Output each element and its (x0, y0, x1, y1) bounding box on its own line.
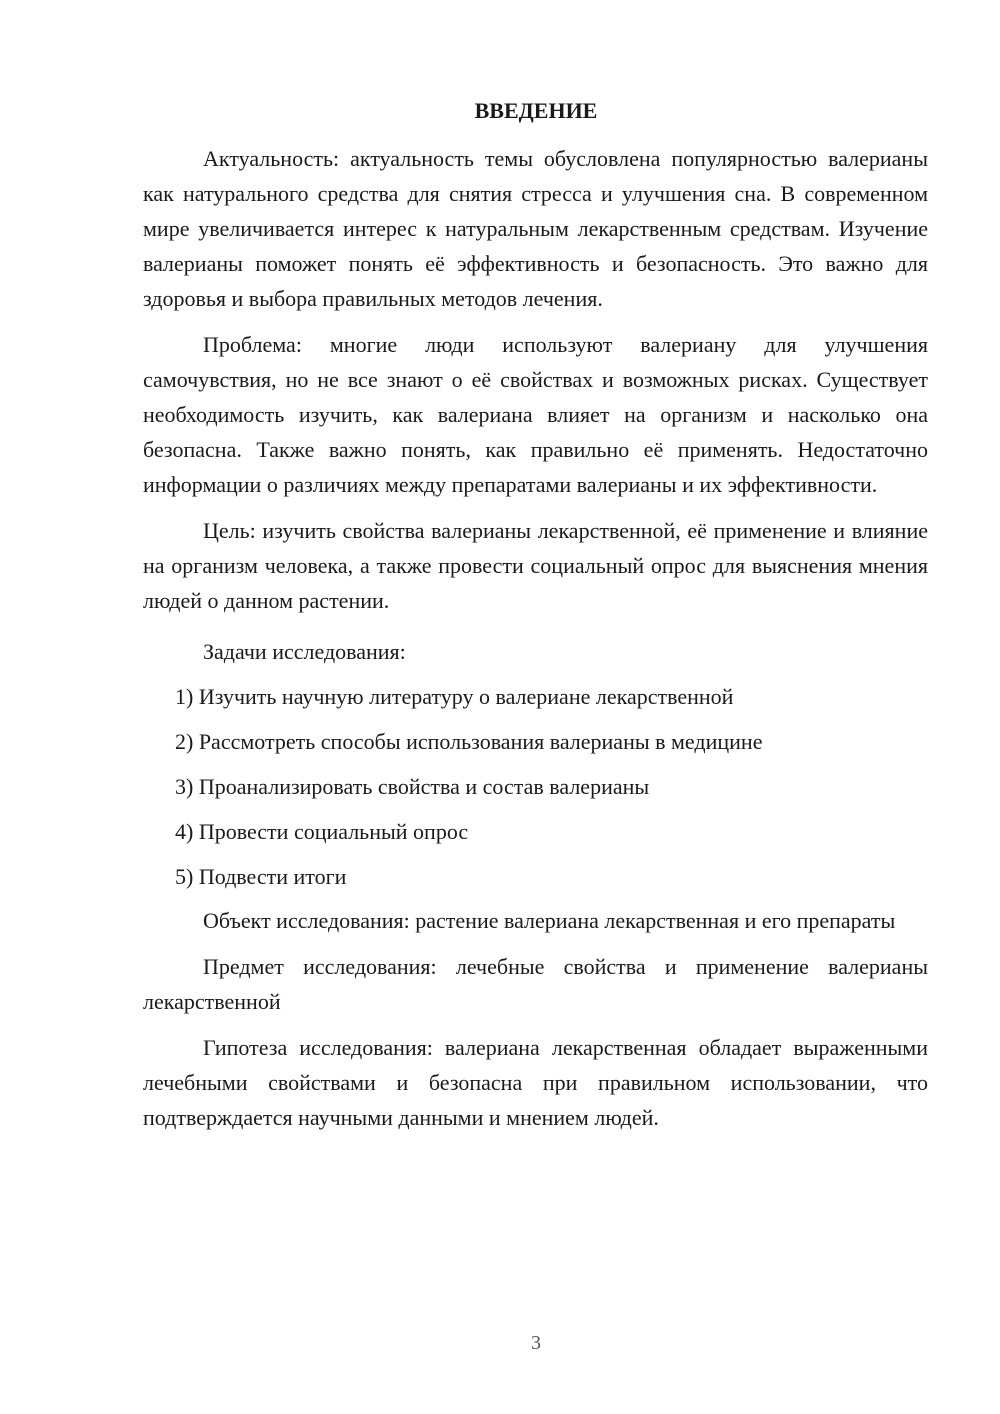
relevance-paragraph: Актуальность: актуальность темы обусловлена популярностью валерианы как натурального средства для снятия стресса и улучшения сна. В современном мире увеличивается интерес к натуральным лекарственным средствам. Изучение валерианы поможет понять её эффективность и безопасность. Это важно для здоровья и выбора правильных методов лечения. (143, 146, 928, 311)
page-number: 3 (531, 1332, 541, 1354)
hypothesis-paragraph: Гипотеза исследования: валериана лекарственная обладает выраженными лечебными свойствами и безопасна при правильном использовании, что подтверждается научными данными и мнением людей. (143, 1035, 928, 1130)
task-item: 1) Изучить научную литературу о валериане лекарственной (175, 684, 734, 709)
goal-paragraph: Цель: изучить свойства валерианы лекарственной, её применение и влияние на организм человека, а также провести социальный опрос для выяснения мнения людей о данном растении. (143, 518, 928, 613)
page-title: ВВЕДЕНИЕ (474, 98, 598, 123)
page-body (143, 141, 928, 1135)
tasks-heading: Задачи исследования: (203, 639, 406, 664)
object-paragraph: Объект исследования: растение валериана лекарственная и его препараты (203, 908, 896, 933)
subject-paragraph: Предмет исследования: лечебные свойства и применение валерианы лекарственной (143, 954, 928, 1014)
problem-paragraph: Проблема: многие люди используют валериану для улучшения самочувствия, но не все знают о её свойствах и возможных рисках. Существует необходимость изучить, как валериана влияет на организм и насколько она безопасна. Также важно понять, как правильно её применять. Недостаточно информации о различиях между препаратами валерианы и их эффективности. (143, 332, 928, 497)
task-item: 3) Проанализировать свойства и состав валерианы (175, 774, 650, 799)
task-item: 5) Подвести итоги (175, 864, 347, 889)
task-item: 2) Рассмотреть способы использования валерианы в медицине (175, 729, 763, 754)
task-item: 4) Провести социальный опрос (175, 819, 469, 844)
